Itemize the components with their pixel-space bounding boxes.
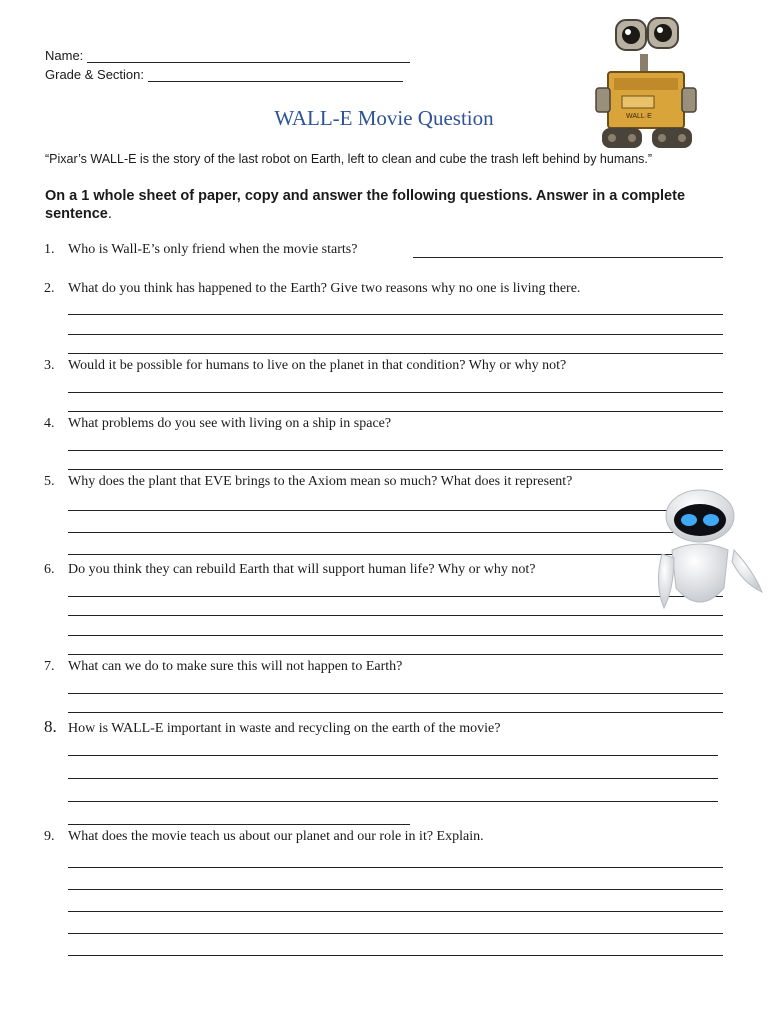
- question-2: [44, 281, 580, 297]
- answer-line[interactable]: [68, 615, 723, 616]
- answer-line[interactable]: [68, 353, 723, 354]
- answer-line[interactable]: [68, 933, 723, 934]
- question-7: [44, 659, 402, 675]
- answer-line[interactable]: [68, 712, 723, 713]
- answer-line[interactable]: [68, 314, 723, 315]
- answer-line[interactable]: [68, 411, 723, 412]
- question-number: 7.: [44, 659, 55, 674]
- answer-line[interactable]: [68, 392, 723, 393]
- answer-line[interactable]: [68, 824, 410, 825]
- answer-line[interactable]: [68, 693, 723, 694]
- question-text: How is WALL-E important in waste and recycling on the earth of the movie?: [68, 721, 501, 736]
- question-text: Why does the plant that EVE brings to the Axiom mean so much? What does it represent?: [68, 474, 573, 489]
- instructions-period: .: [107, 206, 112, 222]
- grade-section-blank-line[interactable]: [148, 69, 403, 82]
- grade-section-label: Grade & Section:: [45, 67, 144, 82]
- answer-line[interactable]: [68, 654, 723, 655]
- answer-line[interactable]: [68, 778, 718, 779]
- question-number: 3.: [44, 358, 55, 373]
- answer-line[interactable]: [68, 532, 723, 533]
- answer-line[interactable]: [68, 889, 723, 890]
- question-number: 2.: [44, 281, 55, 296]
- question-5: [44, 474, 572, 490]
- question-number: 6.: [44, 562, 55, 577]
- answer-line[interactable]: [68, 755, 718, 756]
- answer-line[interactable]: [68, 450, 723, 451]
- answer-line[interactable]: [68, 867, 723, 868]
- question-number: 4.: [44, 416, 55, 431]
- walle-logo-text: WALL·E: [626, 113, 652, 120]
- question-text: What does the movie teach us about our planet and our role in it? Explain.: [68, 829, 484, 844]
- question-text: What can we do to make sure this will not happen to Earth?: [68, 659, 403, 674]
- answer-line[interactable]: [413, 257, 723, 258]
- name-label: Name:: [45, 48, 84, 63]
- question-4: [44, 416, 391, 432]
- question-number: 1.: [44, 242, 55, 257]
- answer-line[interactable]: [68, 955, 723, 956]
- answer-line[interactable]: [68, 911, 723, 912]
- grade-section-field: [45, 67, 403, 82]
- question-text: Who is Wall-E’s only friend when the movie starts?: [68, 242, 358, 257]
- question-text: Do you think they can rebuild Earth that will support human life? Why or why not?: [68, 562, 536, 577]
- question-text: Would it be possible for humans to live on the planet in that condition? Why or why not?: [68, 358, 567, 373]
- question-text: What do you think has happened to the Earth? Give two reasons why no one is living there.: [68, 281, 581, 296]
- question-6: [44, 562, 535, 578]
- question-text: What problems do you see with living on a ship in space?: [68, 416, 392, 431]
- answer-line[interactable]: [68, 635, 723, 636]
- walle-robot-image: [592, 14, 702, 152]
- eve-robot-image: [654, 488, 764, 618]
- worksheet-title: WALL-E Movie Question: [274, 106, 494, 130]
- answer-line[interactable]: [68, 469, 723, 470]
- instructions-text: On a 1 whole sheet of paper, copy and answer the following questions. Answer in a complete sentence: [45, 188, 686, 222]
- question-9: [44, 829, 484, 845]
- answer-line[interactable]: [68, 510, 723, 511]
- question-3: [44, 358, 566, 374]
- answer-line[interactable]: [68, 554, 723, 555]
- name-blank-line[interactable]: [87, 50, 410, 63]
- answer-line[interactable]: [68, 596, 723, 597]
- name-field: [45, 48, 410, 63]
- answer-line[interactable]: [68, 334, 723, 335]
- question-number: 5.: [44, 474, 55, 489]
- question-1: [44, 242, 357, 258]
- question-8: [44, 717, 500, 737]
- movie-quote: “Pixar’s WALL-E is the story of the last robot on Earth, left to clean and cube the trash left behind by humans.”: [45, 152, 653, 166]
- question-number: 8.: [44, 717, 57, 736]
- instructions: [45, 187, 705, 223]
- question-number: 9.: [44, 829, 55, 844]
- answer-line[interactable]: [68, 801, 718, 802]
